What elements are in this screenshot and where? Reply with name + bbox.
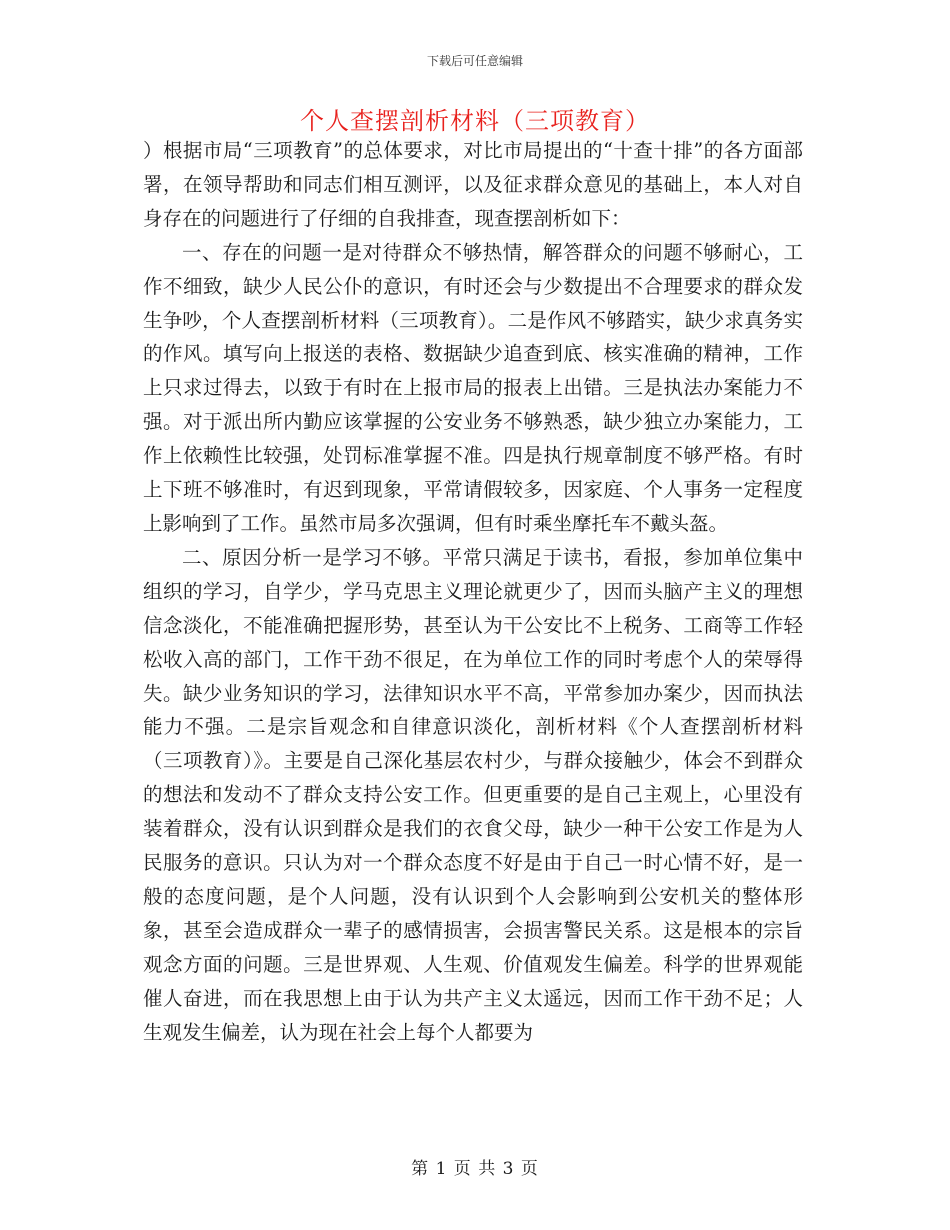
page-header-note: 下载后可任意编辑 <box>426 54 523 68</box>
intro-paragraph: ）根据市局“三项教育”的总体要求，对比市局提出的“十查十排”的各方面部署，在领导帮助和同志们相互测评，以及征求群众意见的基础上，本人对自身存在的问题进行了仔细的自我排查，现查摆剖析如下： <box>143 139 803 230</box>
document-body <box>143 134 803 1049</box>
document-title: 个人查摆剖析材料（三项教育） <box>300 107 650 135</box>
problems-paragraph: 一、存在的问题一是对待群众不够热情，解答群众的问题不够耐心，工作不细致，缺少人民公仆的意识，有时还会与少数提出不合理要求的群众发生争吵，个人查摆剖析材料（三项教育）。二是作风不够踏实，缺少求真务实的作风。填写向上报送的表格、数据缺少追查到底、核实准确的精神，工作上只求过得去，以致于有时在上报市局的报表上出错。三是执法办案能力不强。对于派出所内勤应该掌握的公安业务不够熟悉，缺少独立办案能力，工作上依赖性比较强，处罚标准掌握不准。四是执行规章制度不够严格。有时上下班不够准时，有迟到现象，平常请假较多，因家庭、个人事务一定程度上影响到了工作。虽然市局多次强调，但有时乘坐摩托车不戴头盔。 <box>143 240 803 535</box>
page-number-footer: 第 1 页 共 3 页 <box>411 1159 539 1179</box>
cause-analysis-paragraph: 二、原因分析一是学习不够。平常只满足于读书，看报，参加单位集中组织的学习，自学少，学马克思主义理论就更少了，因而头脑产主义的理想信念淡化，不能准确把握形势，甚至认为干公安比不上税务、工商等工作轻松收入高的部门，工作干劲不很足，在为单位工作的同时考虑个人的荣辱得失。缺少业务知识的学习，法律知识水平不高，平常参加办案少，因而执法能力不强。二是宗旨观念和自律意识淡化，剖析材料《个人查摆剖析材料（三项教育）》。主要是自己深化基层农村少，与群众接触少，体会不到群众的想法和发动不了群众支持公安工作。但更重要的是自己主观上，心里没有装着群众，没有认识到群众是我们的衣食父母，缺少一种干公安工作是为人民服务的意识。只认为对一个群众态度不好是由于自己一时心情不好，是一般的态度问题，是个人问题，没有认识到个人会影响到公安机关的整体形象，甚至会造成群众一辈子的感情损害，会损害警民关系。这是根本的宗旨观念方面的问题。三是世界观、人生观、价值观发生偏差。科学的世界观能催人奋进，而在我思想上由于认为共产主义太遥远，因而工作干劲不足；人生观发生偏差，认为现在社会上每个人都要为 <box>143 545 803 1044</box>
